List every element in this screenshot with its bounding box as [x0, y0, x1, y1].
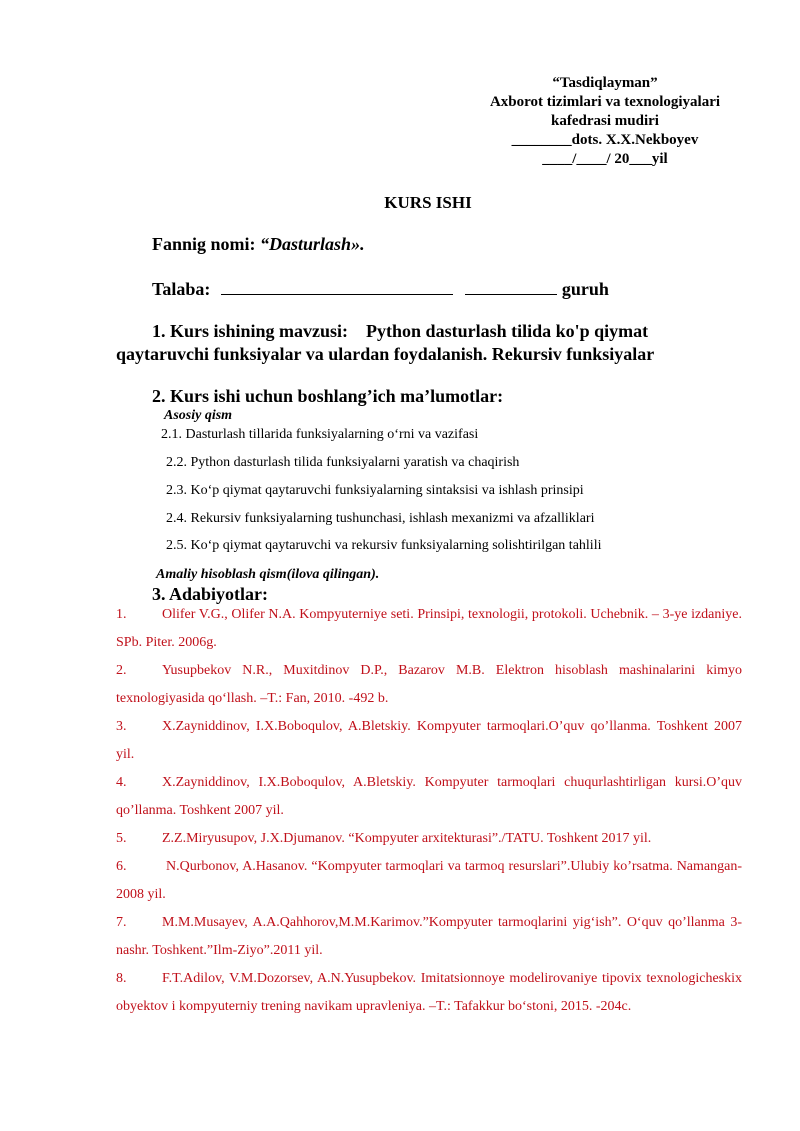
- student-line: [152, 279, 609, 300]
- reference-number: 5.: [116, 831, 127, 846]
- document-title: KURS ISHI: [384, 193, 472, 212]
- reference-text: N.Qurbonov, A.Hasanov. “Kompyuter tarmoqlari va tarmoq resurslari”.Ulubiy ko’rsatma. Namangan-2008 yil.: [116, 859, 742, 902]
- main-part-label: Asosiy qism: [164, 408, 233, 423]
- approval-position: kafedrasi mudiri: [551, 113, 659, 129]
- reference-item: [116, 825, 742, 853]
- reference-number: 2.: [116, 663, 127, 678]
- reference-number: 8.: [116, 971, 127, 986]
- initial-data-item: 2.4. Rekursiv funksiyalarning tushunchasi, ishlash mexanizmi va afzalliklari: [166, 511, 595, 526]
- reference-item: [116, 909, 742, 965]
- reference-item: [116, 769, 742, 825]
- reference-text: M.M.Musayev, A.A.Qahhorov,M.M.Karimov.”Kompyuter tarmoqlarini yig‘ish”. O‘quv qo’llanma 3-nashr. Toshkent.”Ilm-Ziyo”.2011 yil.: [116, 915, 742, 958]
- topic-heading: 1. Kurs ishining mavzusi:: [152, 321, 349, 341]
- approval-date: ____/____/ 20___yil: [542, 151, 668, 167]
- practical-part-label: Amaliy hisoblash qism(ilova qilingan).: [156, 567, 380, 582]
- course-topic: [116, 320, 716, 366]
- references-list: [116, 601, 742, 1021]
- reference-text: F.T.Adilov, V.M.Dozorsev, A.N.Yusupbekov. Imitatsionnoye modelirovaniye tipovix texnologicheskix obyektov i kompyuterniy trening navikam upravleniya. –T.: Tafakkur bo‘stoni, 2015. -204c.: [116, 971, 742, 1014]
- reference-text: Yusupbekov N.R., Muxitdinov D.P., Bazarov M.B. Elektron hisoblash mashinalarini kimyo texnologiyasida qo‘llash. –T.: Fan, 2010. -492 b.: [116, 663, 742, 706]
- reference-number: 6.: [116, 859, 127, 874]
- group-label: guruh: [561, 279, 609, 299]
- initial-data-heading: 2. Kurs ishi uchun boshlang’ich ma’lumotlar:: [152, 386, 504, 406]
- reference-item: [116, 965, 742, 1021]
- reference-text: X.Zayniddinov, I.X.Boboqulov, A.Bletskiy. Kompyuter tarmoqlari.O’quv qo’llanma. Toshkent 2007 yil.: [116, 719, 742, 762]
- topic-text: Python dasturlash tilida ko'p qiymat qaytaruvchi funksiyalar va ulardan foydalanish. Rekursiv funksiyalar: [116, 321, 655, 364]
- reference-number: 1.: [116, 607, 127, 622]
- initial-data-item: 2.2. Python dasturlash tilida funksiyalarni yaratish va chaqirish: [166, 455, 520, 470]
- subject-label: Fannig nomi:: [152, 234, 256, 254]
- reference-item: [116, 713, 742, 769]
- reference-number: 3.: [116, 719, 127, 734]
- reference-number: 4.: [116, 775, 127, 790]
- references-heading: 3. Adabiyotlar:: [152, 584, 269, 604]
- reference-item: [116, 657, 742, 713]
- student-label: Talaba:: [152, 279, 211, 299]
- approval-title: “Tasdiqlayman”: [552, 75, 658, 91]
- approval-department: Axborot tizimlari va texnologiyalari: [489, 94, 721, 110]
- approval-signatory: ________dots. X.X.Nekboyev: [511, 132, 699, 148]
- reference-text: Z.Z.Miryusupov, J.X.Djumanov. “Kompyuter arxitekturasi”./TATU. Toshkent 2017 yil.: [162, 831, 652, 846]
- subject-name: “Dasturlash».: [260, 234, 365, 254]
- initial-data-item: 2.1. Dasturlash tillarida funksiyalarning oʻrni va vazifasi: [161, 427, 479, 442]
- reference-text: X.Zayniddinov, I.X.Boboqulov, A.Bletskiy. Kompyuter tarmoqlari chuqurlashtirligan kursi.O’quv qo’llanma. Toshkent 2007 yil.: [116, 775, 742, 818]
- reference-item: [116, 853, 742, 909]
- reference-number: 7.: [116, 915, 127, 930]
- approval-block: [470, 74, 740, 169]
- subject-line: [152, 234, 365, 255]
- student-name-blank: [221, 280, 453, 295]
- reference-item: [116, 601, 742, 657]
- initial-data-item: 2.5. Koʻp qiymat qaytaruvchi va rekursiv funksiyalarning solishtirilgan tahlili: [166, 538, 602, 553]
- initial-data-item: 2.3. Koʻp qiymat qaytaruvchi funksiyalarning sintaksisi va ishlash prinsipi: [166, 483, 584, 498]
- reference-text: Olifer V.G., Olifer N.A. Kompyuterniye seti. Prinsipi, texnologii, protokoli. Uchebnik. – 3-ye izdaniye. SPb. Piter. 2006g.: [116, 607, 742, 650]
- group-blank: [465, 280, 557, 295]
